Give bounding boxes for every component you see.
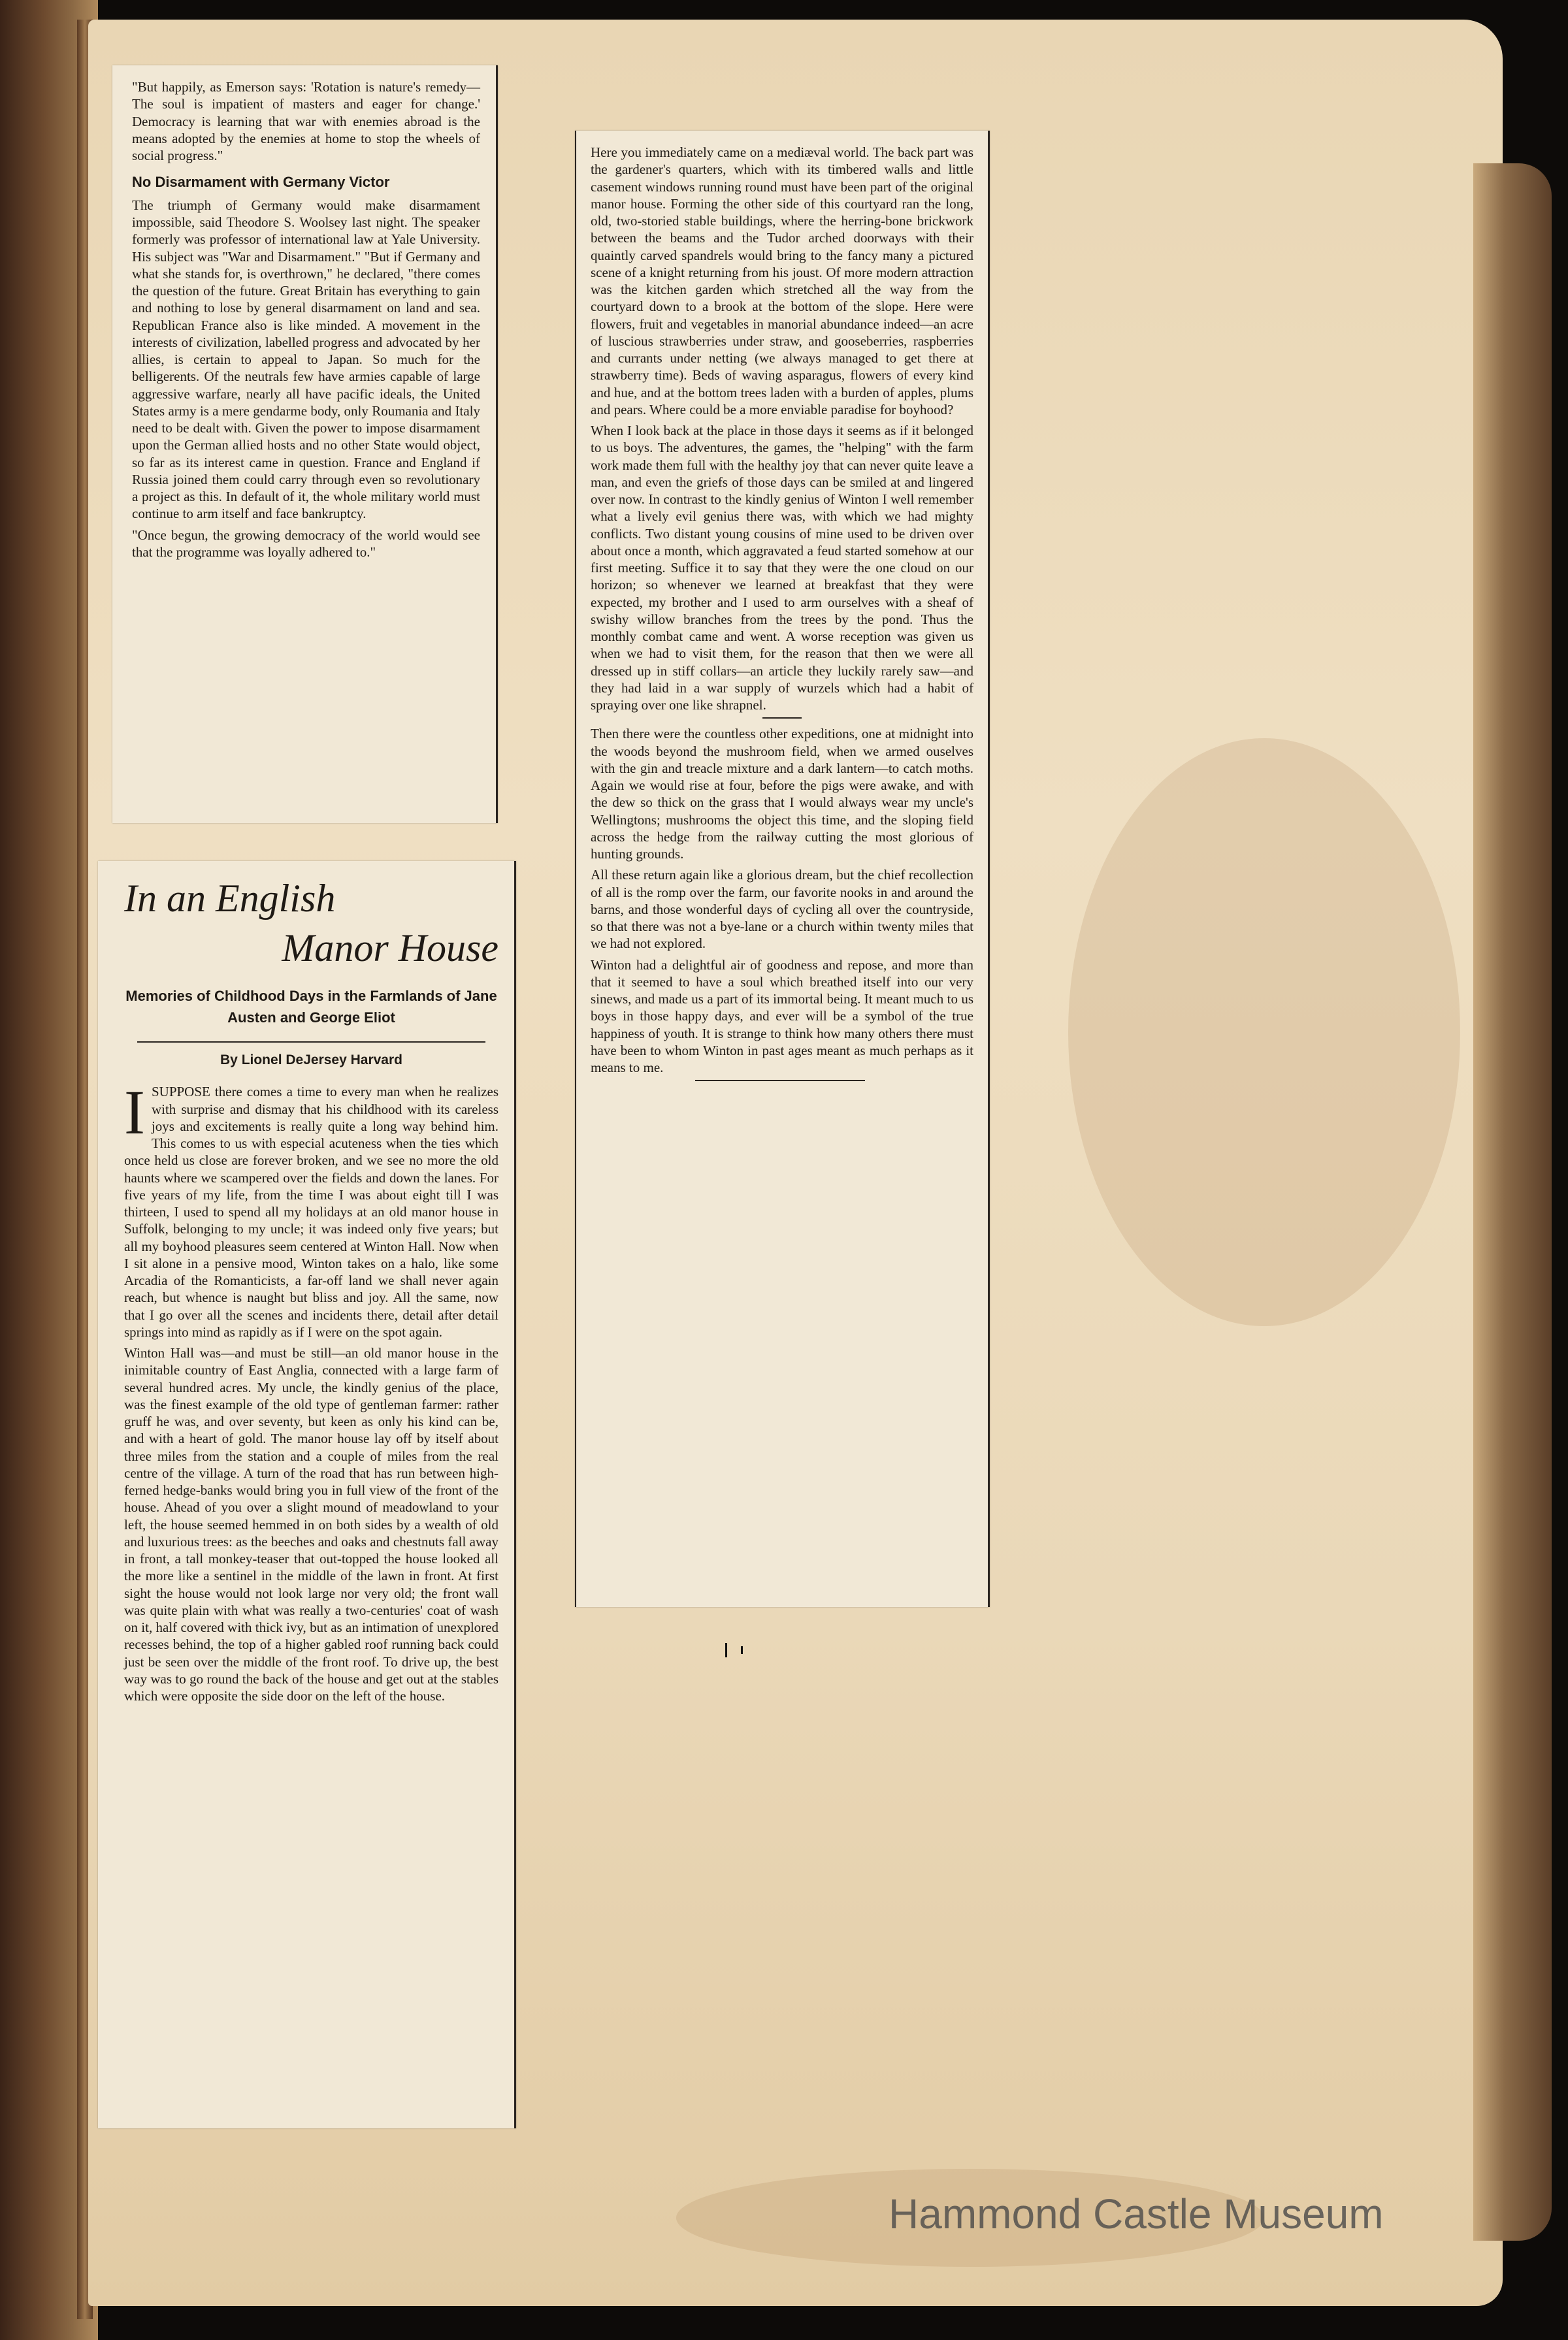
article-byline: By Lionel DeJersey Harvard (220, 1052, 402, 1067)
drop-cap: I (124, 1077, 145, 1148)
article-paragraph: All these return again like a glorious dream, but the chief recollection of all is the romp over the farm, our favorite nooks in and around the barns, and those wonderful days of cycling all over the countryside, so that there was not a bye-lane or a church within twenty miles that we had not explored. (591, 867, 973, 952)
ink-mark (741, 1646, 743, 1654)
article-paragraph-text: SUPPOSE there comes a time to every man when he realizes with surprise and dismay that his childhood with its careless joys and excitements is really quite a long way behind him. This comes to us with especial acuteness when the ties which once held us close are forever broken, and we see no more the old haunts where we scampered over the fields and down the lanes. For five years of my life, from the time I was about eight till I was thirteen, I used to spend all my holidays at an old manor house in Suffolk, belonging to my uncle; it was indeed only five years; but all my boyhood pleasures seem centered at Winton Hall. Now when I sit alone in a pensive mood, Winton takes on a halo, like some Arcadia of the Romanticists, a far-off land we shall never again reach, but whence is naught but bliss and joy. All the same, now that I go over all the scenes and incidents there, detail after detail springs into mind as rapidly as if I were on the spot again. (124, 1084, 498, 1340)
clipping-subheading: No Disarmament with Germany Victor (132, 174, 390, 191)
article-title-line-1: In an English (124, 877, 336, 920)
article-paragraph: Then there were the countless other expeditions, one at midnight into the woods beyond the mushroom field, when we armed ouselves with the gin and treacle mixture and a dark lantern—to catch moths. Again we would rise at four, before the pigs were awake, and with the dew so thick on the grass that I would always wear my uncle's Wellingtons; mushrooms the object this time, and the sloping field across the hedge from the railway cutting the most glorious of hunting grounds. (591, 726, 973, 862)
article-paragraph: Winton had a delightful air of goodness and repose, and more than that it seemed to have a soul which breathed itself into our very sinews, and made us a part of its immortal being. It meant much to us boys in those happy days, and ever will be a symbol of the true happiness of youth. It is strange to think how many others there must have been to whom Winton in past ages meant as much perhaps as it means to me. (591, 956, 973, 1075)
article-paragraph: Here you immediately came on a mediæval world. The back part was the gardener's quarters, which with its timbered walls and little casement windows running round must have been part of the original manor house. Forming the other side of this courtyard ran the long, old, two-storied stable buildings, where the herring-bone brickwork between the beams and the Tudor arched doorways with their quaintly carved spandrels would bring to the fancy many a pictured scene of a knight returning from his joust. Of more modern attraction was the kitchen garden which stretched all the way from the courtyard down to a brook at the bottom of the slope. Here were flowers, fruit and vegetables in manorial abundance indeed—an acre of luscious strawberries under straw, and gooseberries, raspberries and currants under netting (we always managed to get there at strawberry time). Beds of waving asparagus, flowers of every kind and hue, and at the bottom trees laden with a burden of apples, plums and pears. Where could be a more enviable paradise for boyhood? (591, 144, 973, 417)
article-paragraph: Winton Hall was—and must be still—an old manor house in the inimitable country of East Anglia, connected with a large farm of several hundred acres. My uncle, the kindly genius of the place, was the finest example of the old type of gentleman farmer: rather gruff he was, and over seventy, but keen as only his kind can be, and with a heart of gold. The manor house lay off by itself about three miles from the station and a couple of miles from the real centre of the village. A turn of the road that has run between high-ferned hedge-banks would bring you in full view of the front of the house. Ahead of you over a slight mound of meadowland to your left, the house seemed hemmed in on both sides by a wealth of old and luxurious trees: as the beeches and oaks and chestnuts fall away in front, a tall monkey-teaser that out-topped the house looked all the more like a sentinel in the middle of the lawn in front. At first sight the house would not look large nor very old; the front wall was quite plain with what was really a two-centuries' coat of wash on it, half covered with thick ivy, but as an intimation of unexplored recesses behind, the top of a higher gabled roof running back could just be seen over the middle of the front roof. To drive up, the best way was to go round the back of the house and get out at the stables which were opposite the side door on the left of the house. (124, 1345, 498, 1704)
page-edge-right (1473, 163, 1552, 2241)
page-stain (1068, 738, 1460, 1326)
article-title-line-2: Manor House (282, 926, 498, 969)
clipping-paragraph: The triumph of Germany would make disarmament impossible, said Theodore S. Woolsey last night. The speaker formerly was professor of international law at Yale University. His subject was "War and Disarmament." "But if Germany and what she stands for, is overthrown," he declared, "there comes the question of the future. Great Britain has everything to gain and nothing to lose by general disarmament on land and sea. Republican France also is like minded. A movement in the interests of civilization, labelled progress and advocated by her allies, is certain to appeal to Japan. So much for the belligerents. Of the neutrals few have armies capable of large aggressive warfare, nearly all have pacific ideals, the United States army is a mere gendarme body, only Roumania and Italy need to be dealt with. Given the power to impose disarmament upon the German allied hosts and no other State would object, so far as its interest came in question. France and England if Russia joined them could carry through even so revolutionary a project as this. In default of it, the whole military world must continue to arm itself and face bankruptcy. (132, 197, 480, 522)
article-paragraph (124, 1077, 498, 1341)
divider (762, 717, 802, 719)
clipping-disarmament (112, 65, 498, 823)
article-paragraph: When I look back at the place in those days it seems as if it belonged to us boys. The adventures, the games, the "helping" with the farm work made them full with the healthy joy that can never quite leave a man, and even the griefs of those days can be smiled at and lingered over now. In contrast to the kindly genius of Winton I well remember what a lively evil genius there was, with which we had mighty conflicts. Two distant young cousins of mine used to be driven over about once a month, which aggravated a feud started somehow at our first meeting. Suffice it to say that they were the one cloud on our horizon; so whenever we learned at breakfast that they were expected, my brother and I used to arm ourselves with a sheaf of swishy willow branches from the trees by the pond. Thus the monthly combat came and went. A worse reception was given us when we had to visit them, for the reason that then we were all dressed up in stiff collars—an article they luckily rarely saw—and they had laid in a war supply of wurzels which had a habit of spraying over one like shrapnel. (591, 423, 973, 713)
article-subtitle: Memories of Childhood Days in the Farmlands of Jane Austen and George Eliot (125, 988, 497, 1026)
divider (137, 1041, 485, 1043)
divider (695, 1080, 865, 1081)
watermark: Hammond Castle Museum (889, 2190, 1384, 2237)
ink-mark (725, 1643, 727, 1657)
clipping-lead-paragraph: "But happily, as Emerson says: 'Rotation is nature's remedy—The soul is impatient of masters and eager for change.' Democracy is learning that war with enemies abroad is the means adopted by the enemies at home to stop the wheels of social progress." (132, 79, 480, 163)
clipping-manor-continued (575, 131, 990, 1607)
clipping-paragraph: "Once begun, the growing democracy of the world would see that the programme was loyally adhered to." (132, 527, 480, 560)
clipping-english-manor-house (98, 861, 516, 2128)
